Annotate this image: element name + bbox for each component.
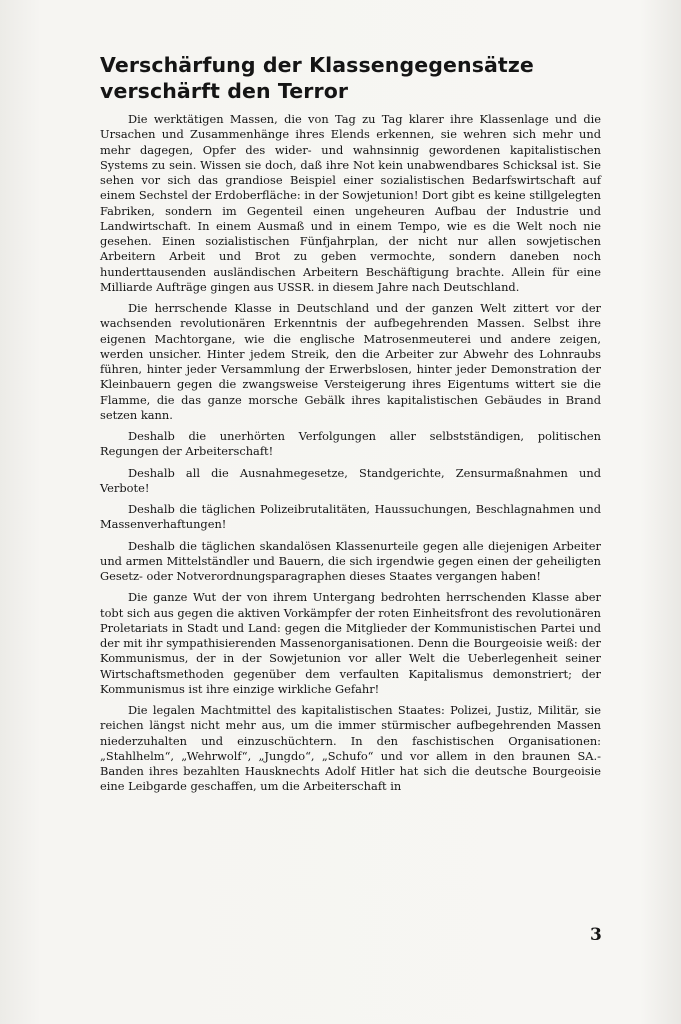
paragraph-8: Die legalen Machtmittel des kapitalistischen Staates: Polizei, Justiz, Militär, sie reichen längst nicht mehr aus, um die immer stürmischer aufbegehrenden Massen niederzuhalten und einzuschüchtern. In den faschistischen Organisationen: „Stahlhelm“, „Wehrwolf“, „Jungdo“, „Schufo“ und vor allem in den braunen SA.-Banden ihres bezahlten Hausknechts Adolf Hitler hat sich die deutsche Bourgeoisie eine Leibgarde geschaffen, um die Arbeiterschaft in	[100, 703, 601, 794]
page-content	[100, 52, 601, 801]
paragraph-6: Deshalb die täglichen skandalösen Klassenurteile gegen alle diejenigen Arbeiter und armen Mittelständler und Bauern, die sich irgendwie gegen einen der geheiligten Gesetz- oder Notverordnungsparagraphen dieses Staates vergangen haben!	[100, 538, 601, 583]
title-line-2: verschärft den Terror	[100, 79, 349, 103]
paragraph-2: Die herrschende Klasse in Deutschland und der ganzen Welt zittert vor der wachsenden revolutionären Erkenntnis der aufbegehrenden Massen. Selbst ihre eigenen Machtorgane, wie die englische Matrosenmeuterei und andere zeigen, werden unsicher. Hinter jedem Streik, den die Arbeiter zur Abwehr des Lohnraubs führen, hinter jeder Versammlung der Erwerbslosen, hinter jeder Demonstration der Kleinbauern gegen die zwangsweise Versteigerung ihres Eigentums wittert sie die Flamme, die das ganze morsche Gebälk ihres kapitalistischen Gebäudes in Brand setzen kann.	[100, 301, 601, 422]
paragraph-7: Die ganze Wut der von ihrem Untergang bedrohten herrschenden Klasse aber tobt sich aus gegen die aktiven Vorkämpfer der roten Einheitsfront des revolutionären Proletariats in Stadt und Land: gegen die Mitglieder der Kommunistischen Partei und der mit ihr sympathisierenden Massenorganisationen. Denn die Bourgeoisie weiß: der Kommunismus, der in der Sowjetunion vor aller Welt die Ueberlegenheit seiner Wirtschaftsmethoden gegenüber dem verfaulten Kapitalismus demonstriert; der Kommunismus ist ihre einzige wirkliche Gefahr!	[100, 590, 601, 696]
page-number: 3	[590, 925, 602, 945]
paragraph-3: Deshalb die unerhörten Verfolgungen aller selbstständigen, politischen Regungen der Arbeiterschaft!	[100, 429, 601, 459]
page-title	[100, 52, 601, 104]
paragraph-4: Deshalb all die Ausnahmegesetze, Standgerichte, Zensurmaßnahmen und Verbote!	[100, 465, 601, 495]
title-line-1: Verschärfung der Klassengegensätze	[100, 53, 534, 77]
paragraph-1: Die werktätigen Massen, die von Tag zu Tag klarer ihre Klassenlage und die Ursachen und Zusammenhänge ihres Elends erkennen, sie wehren sich mehr und mehr dagegen, Opfer des wider- und wahnsinnig gewordenen kapitalistischen Systems zu sein. Wissen sie doch, daß ihre Not kein unabwendbares Schicksal ist. Sie sehen vor sich das grandiose Beispiel einer sozialistischen Bedarfswirtschaft auf einem Sechstel der Erdoberfläche: in der Sowjetunion! Dort gibt es keine stillgelegten Fabriken, sondern im Gegenteil einen ungeheuren Aufbau der Industrie und Landwirtschaft. In einem Ausmaß und in einem Tempo, wie es die Welt noch nie gesehen. Einen sozialistischen Fünfjahrplan, der nicht nur allen sowjetischen Arbeitern Arbeit und Brot zu geben vermochte, sondern daneben noch hunderttausenden ausländischen Arbeitern Beschäftigung brachte. Allein für eine Milliarde Aufträge gingen aus USSR. in diesem Jahre nach Deutschland.	[100, 112, 601, 294]
paragraph-5: Deshalb die täglichen Polizeibrutalitäten, Haussuchungen, Beschlagnahmen und Massenverhaftungen!	[100, 502, 601, 532]
